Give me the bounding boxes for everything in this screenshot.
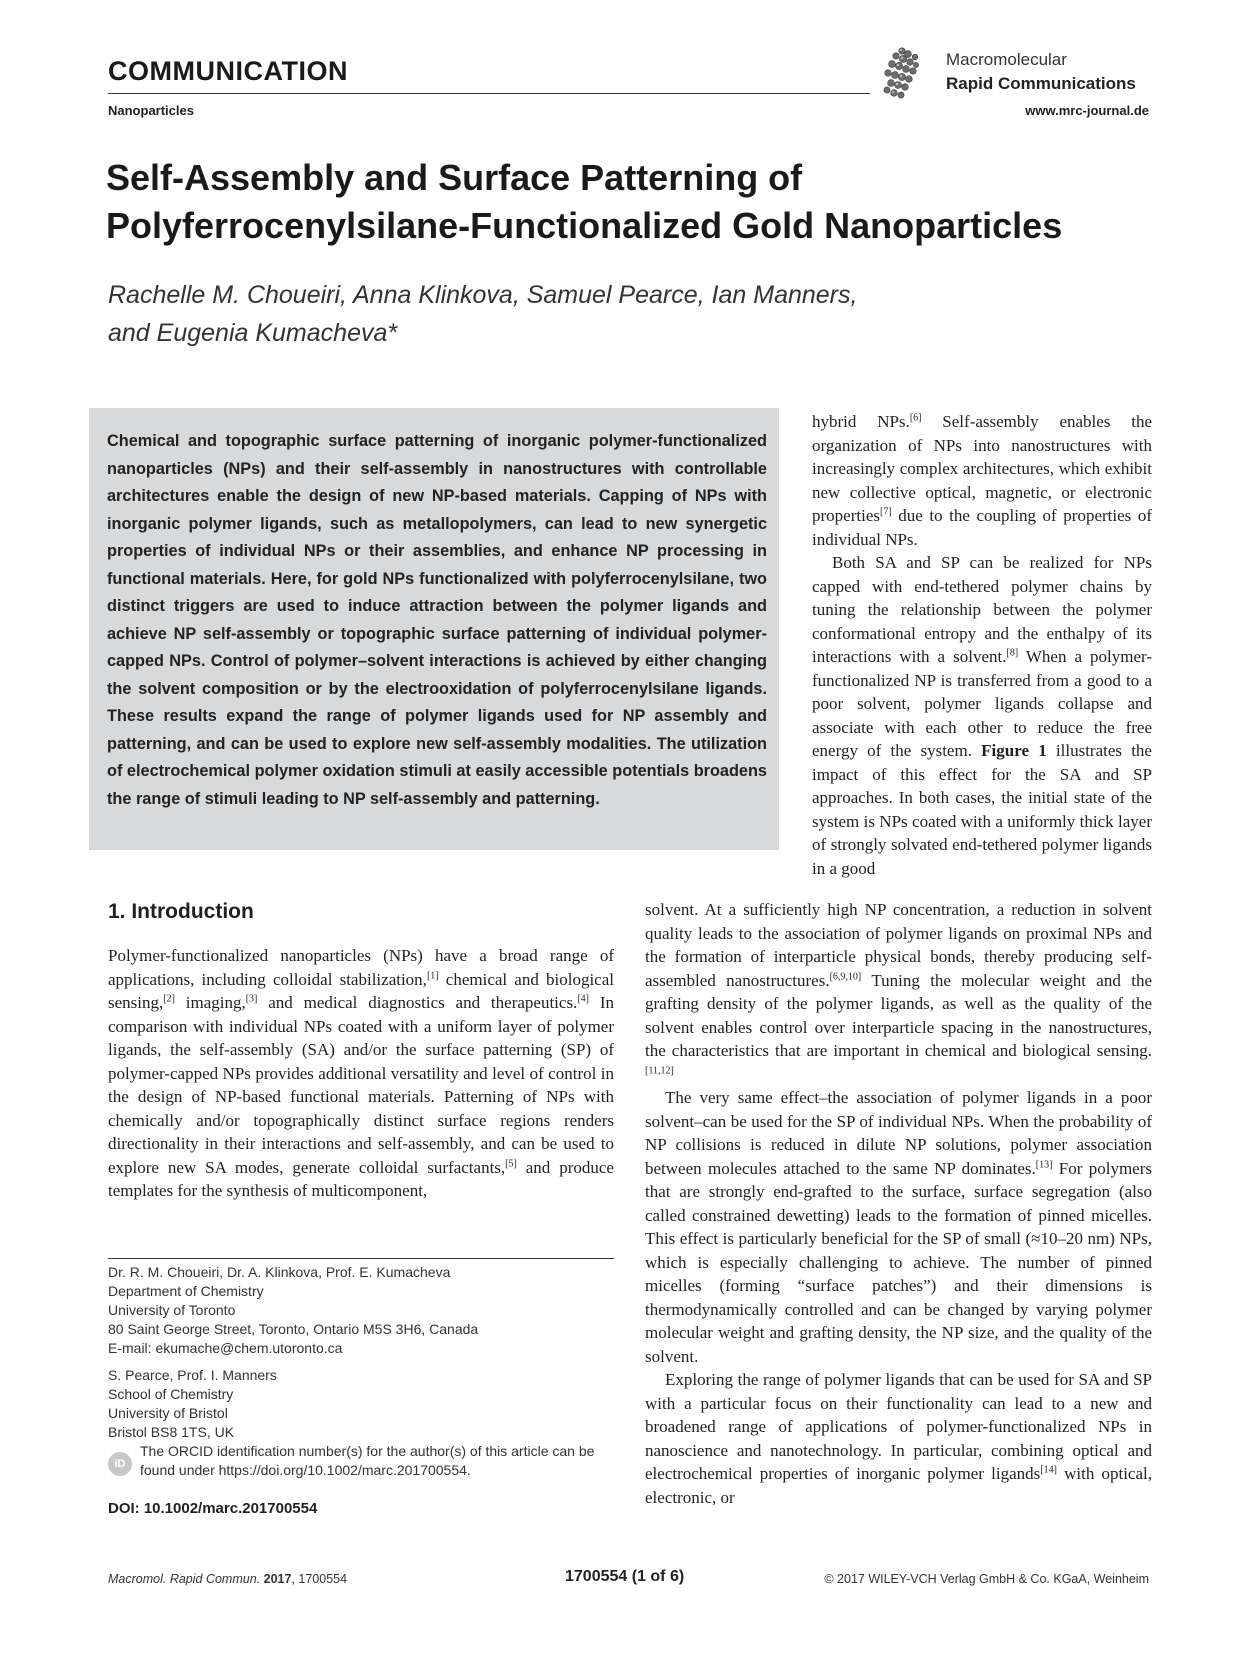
affiliation-line: Department of Chemistry xyxy=(108,1283,264,1299)
text-run: Tuning the molecular weight and the grafting density of the polymer ligands, as well as the quality of the solvent enables control over interparticle spacing in the nanostructures, the characteristics that are important in chemical and biological sensing. xyxy=(645,970,1152,1060)
text-run: chemical and biological sensing, xyxy=(108,969,614,1012)
text-run: imaging, xyxy=(174,993,246,1012)
text-run: and medical diagnostics and therapeutics. xyxy=(257,993,578,1012)
paragraph xyxy=(645,1368,1152,1509)
text-run: For polymers that are strongly end-grafted to the surface, surface segregation (also called constrained dewetting) leads to the formation of pinned micelles. This effect is particularly beneficial for the SP of small (≈10–20 nm) NPs, which is especially challenging to achieve. The number of pinned micelles (forming “surface patches”) and their dimensions is thermodynamically controlled and can be changed by varying polymer molecular weight and grafting density, the NP size, and the quality of the solvent. xyxy=(645,1158,1152,1366)
affiliation-bristol xyxy=(108,1366,614,1442)
affiliation-line: Bristol BS8 1TS, UK xyxy=(108,1424,235,1440)
affiliation-line: University of Toronto xyxy=(108,1302,236,1318)
citation[interactable]: [7] xyxy=(879,506,892,518)
copyright-notice: © 2017 WILEY-VCH Verlag GmbH & Co. KGaA, Weinheim xyxy=(824,1572,1149,1586)
affiliation-line: S. Pearce, Prof. I. Manners xyxy=(108,1367,277,1383)
affiliation-line: 80 Saint George Street, Toronto, Ontario M5S 3H6, Canada xyxy=(108,1321,479,1337)
page-number: 1700554 (1 of 6) xyxy=(565,1568,685,1585)
text-run: Polymer-functionalized nanoparticles (NPs) have a broad range of applications, including colloidal stabilization, xyxy=(108,946,614,989)
orcid-icon: iD xyxy=(108,1452,132,1476)
header-divider xyxy=(108,93,870,94)
author-line-1: Rachelle M. Choueiri, Anna Klinkova, Samuel Pearce, Ian Manners, xyxy=(108,281,858,309)
footer-year: 2017 xyxy=(263,1572,292,1586)
citation[interactable]: [2] xyxy=(163,993,175,1005)
citation[interactable]: [11,12] xyxy=(645,1064,674,1076)
journal-logo-icon xyxy=(880,45,938,101)
text-run: In comparison with individual NPs coated with a uniform layer of polymer ligands, the self-assembly (SA) and/or the surface patterning (SP) of polymer-capped NPs provides additional versatility and level of control in the design of NP-based functional materials. Patterning of NPs with chemically and/or topographically distinct surface regions renders directionality in their interactions and self-assembly, and can be used to explore new SA modes, generate colloidal surfactants, xyxy=(108,993,614,1177)
citation[interactable]: [4] xyxy=(577,993,589,1005)
paragraph xyxy=(645,898,1152,1086)
affiliation-line: School of Chemistry xyxy=(108,1386,234,1402)
citation[interactable]: [5] xyxy=(505,1157,517,1169)
paragraph xyxy=(812,551,1152,880)
citation[interactable]: [14] xyxy=(1040,1464,1057,1476)
text-run: illustrates the impact of this effect for the SA and SP approaches. In both cases, the initial state of the system is NPs coated with a uniformly thick layer of strongly solvated end-tethered polymer ligands in a good xyxy=(812,741,1152,878)
text-run: and produce templates for the synthesis of multicomponent, xyxy=(108,1157,614,1200)
footer-journal: Macromol. Rapid Commun. xyxy=(108,1572,261,1586)
citation[interactable]: [6,9,10] xyxy=(829,970,862,982)
footer-article-number: , 1700554 xyxy=(291,1572,348,1586)
text-run: Exploring the range of polymer ligands that can be used for SA and SP with a particular focus on their functionality can lead to a new and broadened range of applications of polymer-functionalized NPs in nanoscience and nanotechnology. In particular, combining optical and electrochemical properties of inorganic polymer ligands xyxy=(645,1370,1152,1483)
right-column-bottom xyxy=(645,898,1152,1509)
text-run: solvent. At a sufficiently high NP concentration, a reduction in solvent quality leads to the association of polymer ligands on proximal NPs and the formation of interparticle physical bonds, thereby producing self-assembled nanostructures. xyxy=(645,900,1152,990)
text-run: Both SA and SP can be realized for NPs capped with end-tethered polymer chains by tuning the relationship between the polymer conformational entropy and the enthalpy of its interactions with a solvent. xyxy=(812,553,1152,666)
citation[interactable]: [13] xyxy=(1035,1158,1053,1170)
paragraph xyxy=(812,410,1152,551)
section-label: COMMUNICATION xyxy=(108,56,348,86)
affiliation-divider xyxy=(108,1258,614,1259)
citation[interactable]: [8] xyxy=(1006,647,1019,659)
text-run: with optical, electronic, or xyxy=(645,1464,1152,1507)
figure-reference[interactable]: Figure 1 xyxy=(981,741,1047,760)
affiliation-email[interactable]: E-mail: ekumache@chem.utoronto.ca xyxy=(108,1340,343,1356)
introduction-body xyxy=(108,944,614,1203)
text-run: Self-assembly enables the organization of NPs into nanostructures with increasingly complex architectures, which exhibit new collective optical, magnetic, or electronic properties xyxy=(812,412,1153,525)
text-run: due to the coupling of properties of individual NPs. xyxy=(812,506,1152,549)
citation[interactable]: [1] xyxy=(426,969,439,981)
author-list xyxy=(108,276,1008,352)
right-column-top xyxy=(812,410,1152,880)
section-heading-introduction: 1. Introduction xyxy=(108,900,254,923)
affiliation-line: University of Bristol xyxy=(108,1405,228,1421)
orcid-note[interactable]: The ORCID identification number(s) for the author(s) of this article can be found under https://doi.org/10.1002/marc.201700554. xyxy=(140,1443,595,1478)
journal-url[interactable]: www.mrc-journal.de xyxy=(1025,103,1149,118)
journal-name-line1: Macromolecular xyxy=(946,50,1067,69)
journal-name-line2: Rapid Communications xyxy=(946,74,1136,93)
affiliation-toronto xyxy=(108,1263,614,1358)
paragraph xyxy=(645,1086,1152,1368)
doi-label[interactable]: DOI: 10.1002/marc.201700554 xyxy=(108,1500,318,1517)
paragraph xyxy=(108,944,614,1203)
article-title: Self-Assembly and Surface Patterning of Polyferrocenylsilane-Functionalized Gold Nanoparticles xyxy=(106,157,1063,246)
footer-citation xyxy=(108,1572,347,1586)
citation[interactable]: [6] xyxy=(909,412,922,424)
subject-label: Nanoparticles xyxy=(108,103,194,118)
citation[interactable]: [3] xyxy=(245,993,258,1005)
abstract-text: Chemical and topographic surface patterning of inorganic polymer-functionalized nanoparticles (NPs) and their self-assembly in nanostructures with controllable architectures enable the design of new NP-based materials. Capping of NPs with inorganic polymer ligands, such as metallopolymers, can lead to new synergetic properties of individual NPs or their assemblies, and enhance NP processing in functional materials. Here, for gold NPs functionalized with polyferrocenylsilane, two distinct triggers are used to induce attraction between the polymer ligands and achieve NP self-assembly or topographic surface patterning of individual polymer-capped NPs. Control of polymer–solvent interactions is achieved by either changing the solvent composition or by the electrooxidation of polyferrocenylsilane ligands. These results expand the range of polymer ligands used for NP assembly and patterning, and can be used to explore new self-assembly modalities. The utilization of electrochemical polymer oxidation stimuli at easily accessible potentials broadens the range of stimuli leading to NP self-assembly and patterning. xyxy=(107,432,767,808)
text-run: The very same effect–the association of polymer ligands in a poor solvent–can be used for the SP of individual NPs. When the probability of NP collisions is reduced in dilute NP solutions, polymer association between molecules attached to the same NP dominates. xyxy=(645,1088,1152,1178)
author-line-2: and Eugenia Kumacheva* xyxy=(108,319,398,347)
text-run: hybrid NPs. xyxy=(812,412,910,431)
affiliation-line: Dr. R. M. Choueiri, Dr. A. Klinkova, Prof. E. Kumacheva xyxy=(108,1264,451,1280)
text-run: When a polymer-functionalized NP is transferred from a good to a poor solvent, polymer ligands collapse and associate with each other to reduce the free energy of the system. xyxy=(812,647,1152,760)
